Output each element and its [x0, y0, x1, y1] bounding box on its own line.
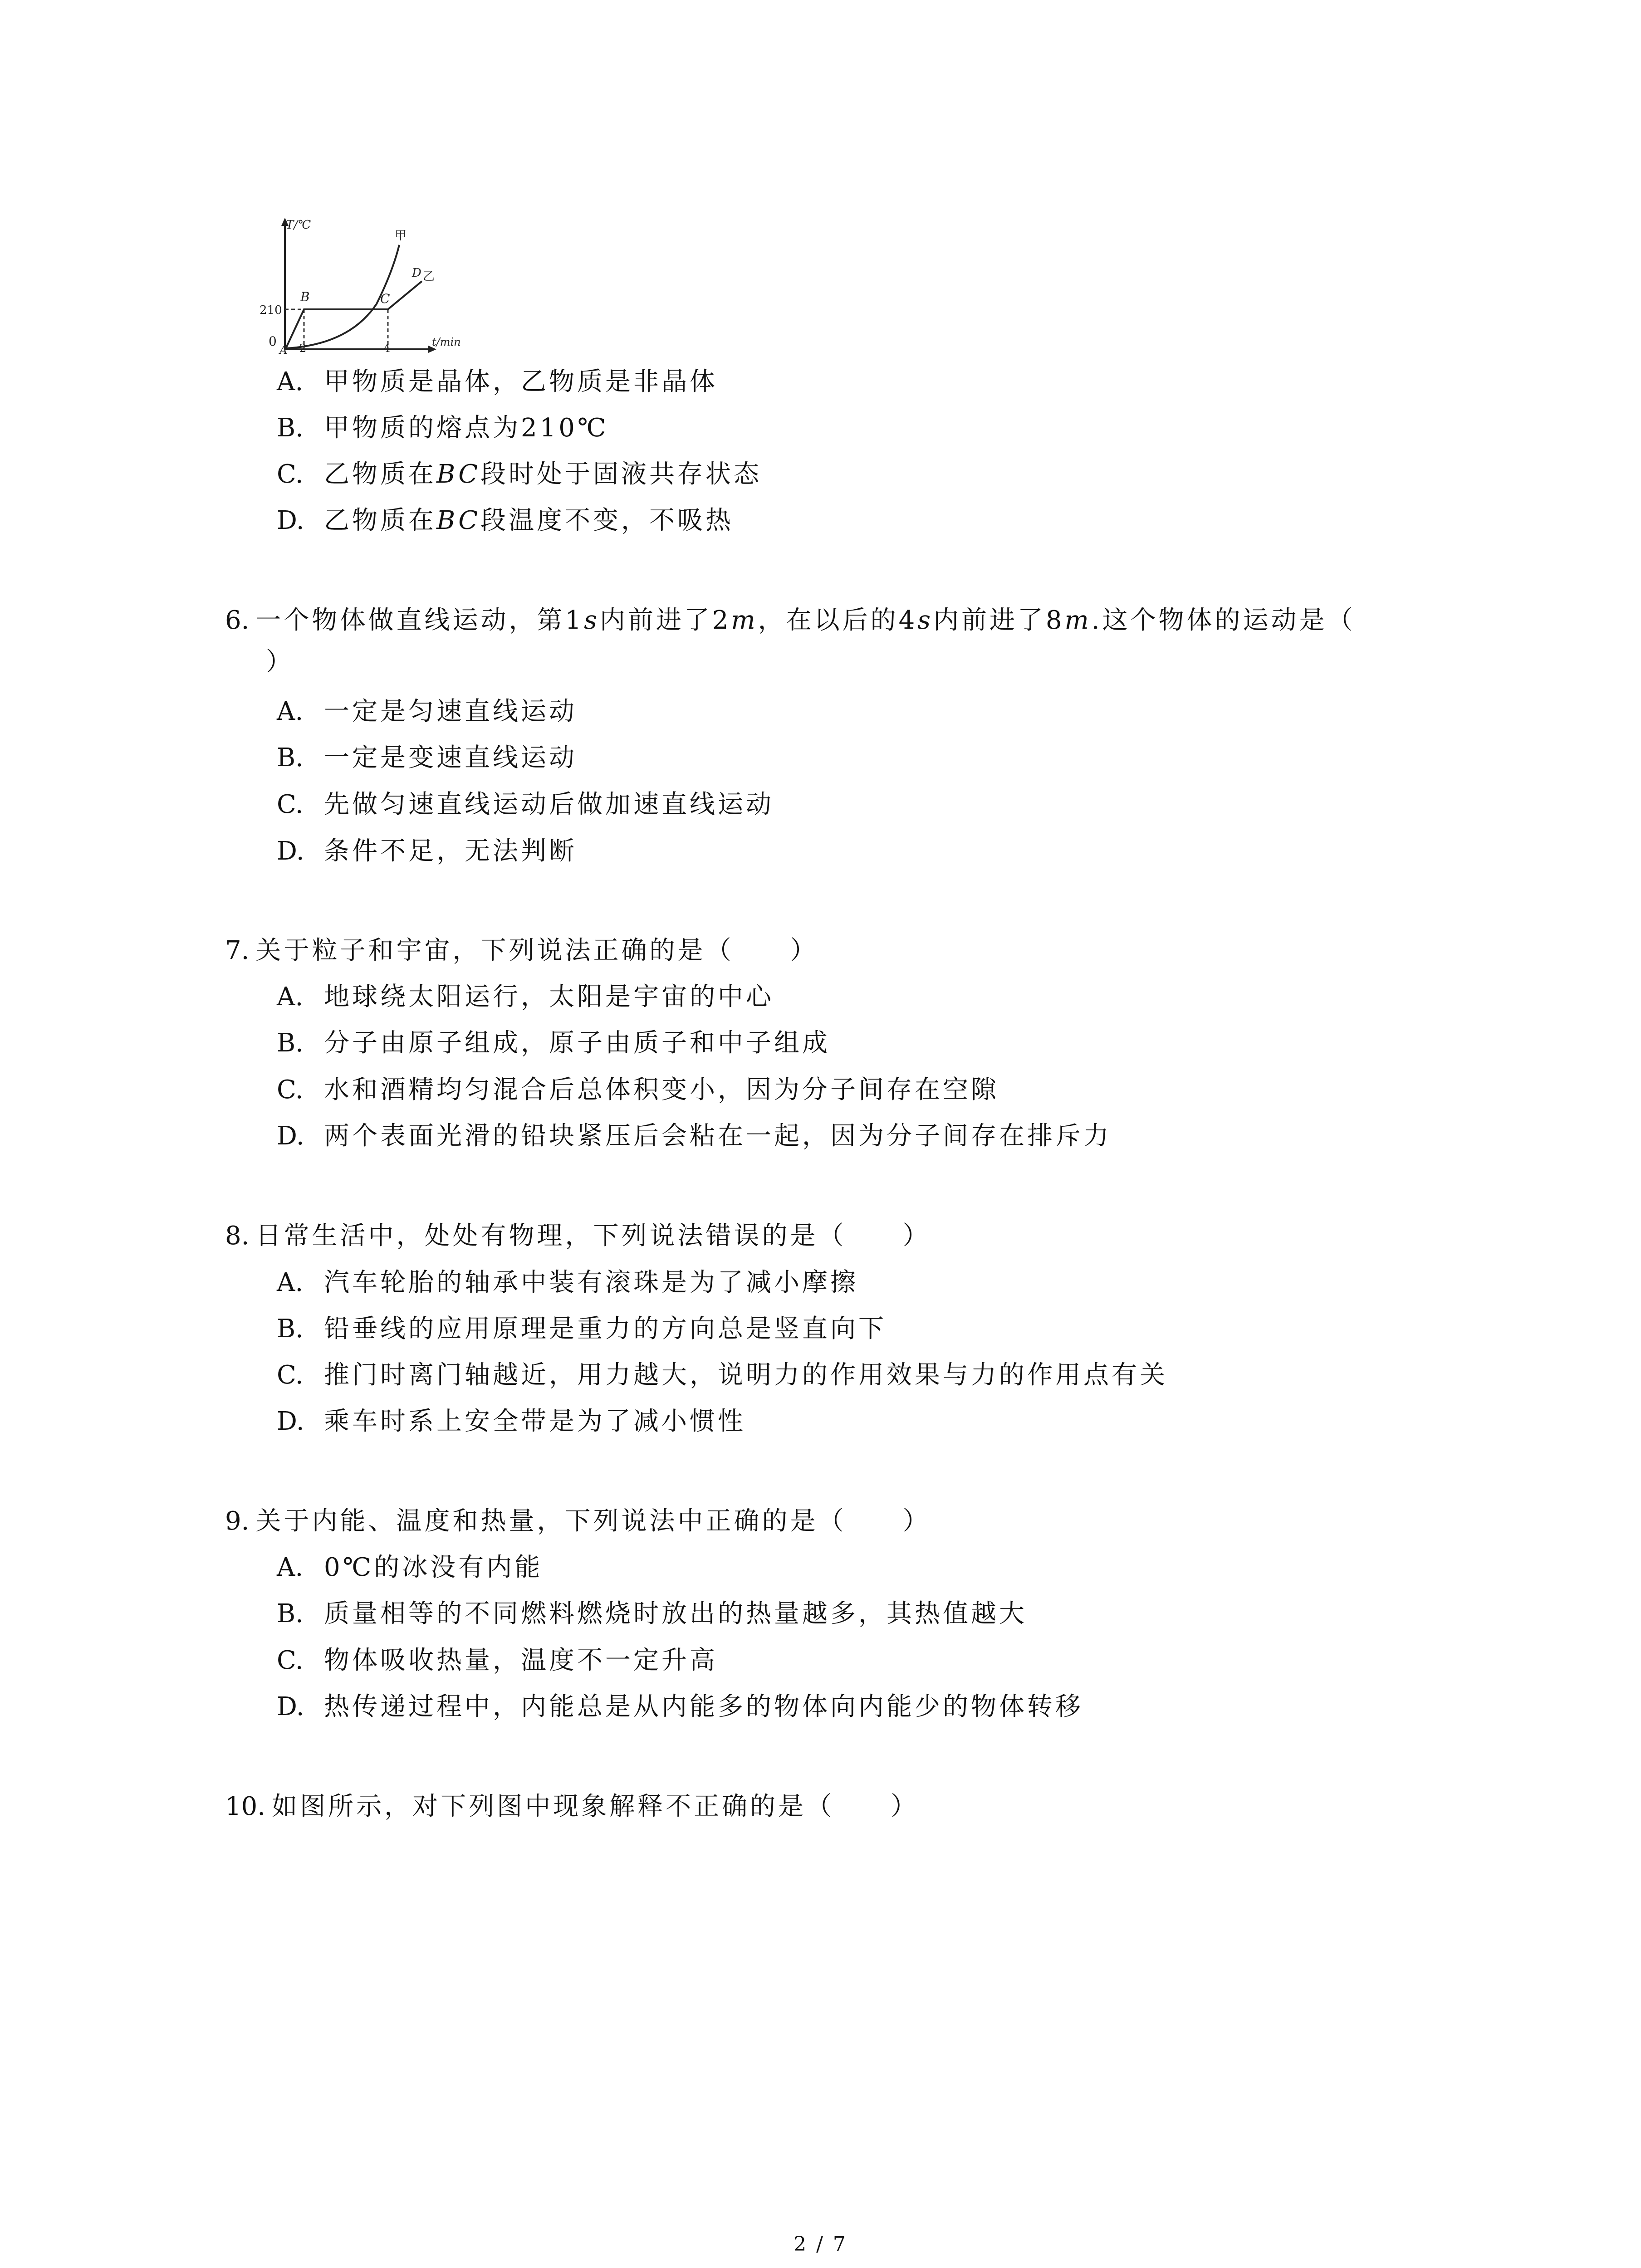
- stem-text: 如图所示，对下列图中现象解释不正确的是（ ）: [272, 1792, 919, 1821]
- point-d-label: D: [412, 266, 421, 280]
- q9-option-d: [277, 1691, 1083, 1723]
- stem-text: 关于内能、温度和热量，下列说法中正确的是（ ）: [255, 1506, 931, 1536]
- point-c-label: C: [380, 291, 390, 306]
- q8-option-d: [277, 1406, 746, 1437]
- option-text: 0℃的冰没有内能: [324, 1553, 543, 1582]
- segment-label: BC: [436, 506, 481, 535]
- curve-yi-label: 乙: [423, 270, 435, 284]
- temperature-time-graph: [259, 213, 461, 357]
- stem-text: 日常生活中，处处有物理，下列说法错误的是（ ）: [255, 1221, 931, 1251]
- point-a-label: A: [279, 344, 288, 357]
- page-number: 2 / 7: [794, 2233, 847, 2256]
- x-tick-2: 2: [299, 342, 307, 355]
- unit: s: [584, 606, 600, 635]
- option-letter: D.: [277, 506, 304, 535]
- q6-option-d: [277, 836, 577, 867]
- q9-option-c: [277, 1645, 718, 1677]
- option-text-pre: 乙物质在: [324, 459, 436, 489]
- stem-text: 内前进了2: [599, 606, 731, 635]
- q9-option-b: [277, 1598, 1027, 1630]
- q7-option-d: [277, 1120, 1112, 1152]
- q6-stem: [225, 605, 1356, 636]
- option-letter: C.: [277, 1075, 304, 1105]
- option-letter: D.: [277, 1121, 304, 1151]
- stem-text: 一个物体做直线运动，第1: [255, 606, 584, 635]
- graph-svg: [259, 213, 461, 357]
- option-text: 地球绕太阳运行，太阳是宇宙的中心: [324, 982, 774, 1012]
- option-letter: C.: [277, 790, 304, 819]
- q8-stem: [225, 1220, 931, 1252]
- option-text: 甲物质的熔点为210℃: [324, 413, 609, 443]
- option-text: 乘车时系上安全带是为了减小惯性: [324, 1407, 746, 1436]
- option-text: 分子由原子组成，原子由质子和中子组成: [324, 1028, 830, 1058]
- option-text-post: 段时处于固液共存状态: [480, 459, 762, 489]
- x-axis-label: t/min: [432, 336, 461, 348]
- q5-option-a: [277, 366, 718, 398]
- q7-option-c: [277, 1074, 999, 1106]
- q6-option-c: [277, 789, 774, 821]
- option-letter: B.: [277, 413, 304, 443]
- option-text: 先做匀速直线运动后做加速直线运动: [324, 790, 774, 819]
- q5-option-d: [277, 505, 734, 537]
- option-letter: B.: [277, 1028, 304, 1058]
- question-number: 6.: [225, 606, 250, 635]
- option-text: 物体吸收热量，温度不一定升高: [324, 1646, 718, 1675]
- option-text-post: 段温度不变，不吸热: [480, 506, 734, 535]
- q6-option-a: [277, 696, 577, 728]
- question-number: 7.: [225, 936, 250, 965]
- option-text: 一定是变速直线运动: [324, 743, 577, 772]
- q5-option-c: [277, 459, 762, 490]
- option-text: 条件不足，无法判断: [324, 836, 577, 866]
- unit: m: [1064, 606, 1092, 635]
- option-letter: A.: [277, 1553, 304, 1582]
- stem-text: .这个物体的运动是（: [1091, 606, 1356, 635]
- q9-stem: [225, 1505, 931, 1537]
- origin-label: 0: [269, 334, 277, 349]
- unit: m: [731, 606, 758, 635]
- option-text: 热传递过程中，内能总是从内能多的物体向内能少的物体转移: [324, 1692, 1083, 1721]
- question-number: 9.: [225, 1506, 250, 1536]
- q6-option-b: [277, 742, 577, 774]
- option-letter: C.: [277, 1646, 304, 1675]
- option-letter: A.: [277, 982, 304, 1012]
- option-text: 一定是匀速直线运动: [324, 697, 577, 726]
- option-letter: A.: [277, 697, 304, 726]
- stem-text: ，在以后的4: [758, 606, 918, 635]
- q8-option-c: [277, 1359, 1168, 1391]
- q8-option-b: [277, 1313, 887, 1345]
- option-text: 铅垂线的应用原理是重力的方向总是竖直向下: [324, 1314, 887, 1344]
- option-text: 推门时离门轴越近，用力越大，说明力的作用效果与力的作用点有关: [324, 1360, 1168, 1390]
- curve-jia-label: 甲: [395, 229, 407, 243]
- x-tick-4: 4: [383, 342, 391, 355]
- option-text: 汽车轮胎的轴承中装有滚珠是为了减小摩擦: [324, 1268, 858, 1297]
- stem-text: 关于粒子和宇宙，下列说法正确的是（ ）: [255, 936, 818, 965]
- option-letter: B.: [277, 1314, 304, 1344]
- option-text-pre: 乙物质在: [324, 506, 436, 535]
- q10-stem: [225, 1791, 919, 1823]
- q7-option-b: [277, 1027, 830, 1059]
- option-letter: D.: [277, 1692, 304, 1721]
- option-letter: D.: [277, 836, 304, 866]
- segment-label: BC: [436, 459, 481, 489]
- option-letter: C.: [277, 1360, 304, 1390]
- q8-option-a: [277, 1267, 858, 1299]
- stem-text: 内前进了8: [933, 606, 1065, 635]
- option-text: 水和酒精均匀混合后总体积变小，因为分子间存在空隙: [324, 1075, 999, 1105]
- question-number: 10.: [225, 1792, 266, 1821]
- option-letter: B.: [277, 1599, 304, 1628]
- option-letter: C.: [277, 459, 304, 489]
- q5-option-b: [277, 412, 609, 444]
- y-axis-label: T/℃: [286, 218, 311, 232]
- y-tick-210: 210: [260, 303, 282, 317]
- unit: s: [917, 606, 933, 635]
- q6-stem-close: ）: [266, 647, 294, 677]
- question-number: 8.: [225, 1221, 250, 1251]
- option-text: 甲物质是晶体，乙物质是非晶体: [324, 367, 718, 396]
- point-b-label: B: [300, 289, 310, 304]
- q7-stem: [225, 935, 818, 967]
- option-text: 两个表面光滑的铅块紧压后会粘在一起，因为分子间存在排斥力: [324, 1121, 1112, 1151]
- q9-option-a: [277, 1552, 543, 1584]
- option-letter: A.: [277, 367, 304, 396]
- q7-option-a: [277, 981, 774, 1013]
- option-letter: B.: [277, 743, 304, 772]
- option-letter: D.: [277, 1407, 304, 1436]
- option-letter: A.: [277, 1268, 304, 1297]
- option-text: 质量相等的不同燃料燃烧时放出的热量越多，其热值越大: [324, 1599, 1027, 1628]
